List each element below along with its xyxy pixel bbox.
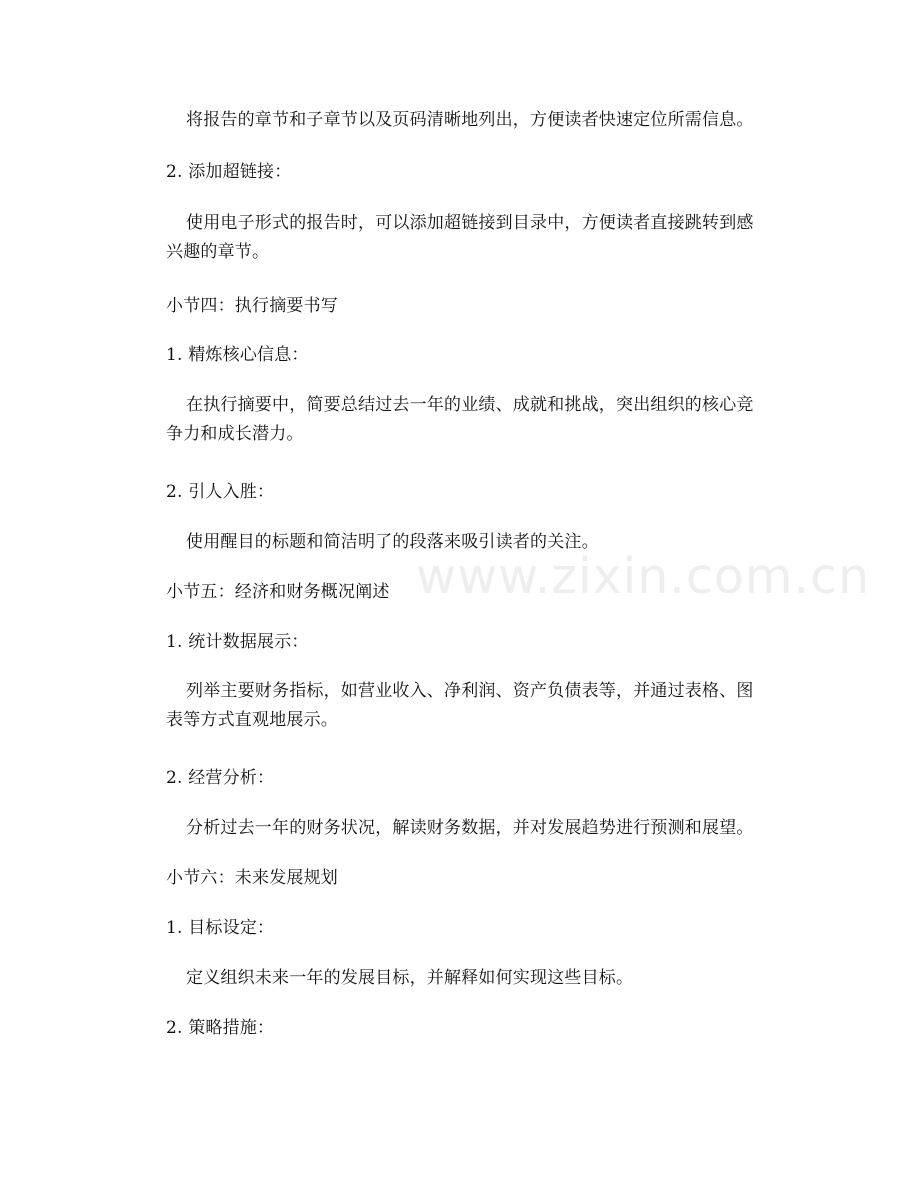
item-statistics-display: 1. 统计数据展示： <box>166 632 309 652</box>
paragraph-hyperlinks: 使用电子形式的报告时，可以添加超链接到目录中，方便读者直接跳转到感兴趣的章节。 <box>166 213 754 262</box>
item-strategy-measures: 2. 策略措施： <box>166 1018 275 1038</box>
section-heading-5: 小节五：经济和财务概况阐述 <box>166 582 390 602</box>
paragraph-financial-indicators: 列举主要财务指标，如营业收入、净利润、资产负债表等，并通过表格、图表等方式直观地展示。 <box>166 681 754 730</box>
section-heading-6: 小节六：未来发展规划 <box>166 868 338 888</box>
item-add-hyperlinks: 2. 添加超链接： <box>166 162 292 182</box>
item-business-analysis: 2. 经营分析： <box>166 768 275 788</box>
paragraph-business-analysis: 分析过去一年的财务状况，解读财务数据，并对发展趋势进行预测和展望。 <box>186 818 754 838</box>
watermark: www.zixin.com.cn <box>416 548 871 605</box>
paragraph-toc-listing: 将报告的章节和子章节以及页码清晰地列出，方便读者快速定位所需信息。 <box>186 110 754 130</box>
paragraph-engaging: 使用醒目的标题和简洁明了的段落来吸引读者的关注。 <box>186 532 599 552</box>
paragraph-goal-setting: 定义组织未来一年的发展目标，并解释如何实现这些目标。 <box>186 968 634 988</box>
item-refine-core-info: 1. 精炼核心信息： <box>166 345 309 365</box>
section-heading-4: 小节四：执行摘要书写 <box>166 296 338 316</box>
item-engaging: 2. 引人入胜： <box>166 482 275 502</box>
item-goal-setting: 1. 目标设定： <box>166 918 275 938</box>
paragraph-executive-summary: 在执行摘要中，简要总结过去一年的业绩、成就和挑战，突出组织的核心竞争力和成长潜力。 <box>166 395 754 444</box>
